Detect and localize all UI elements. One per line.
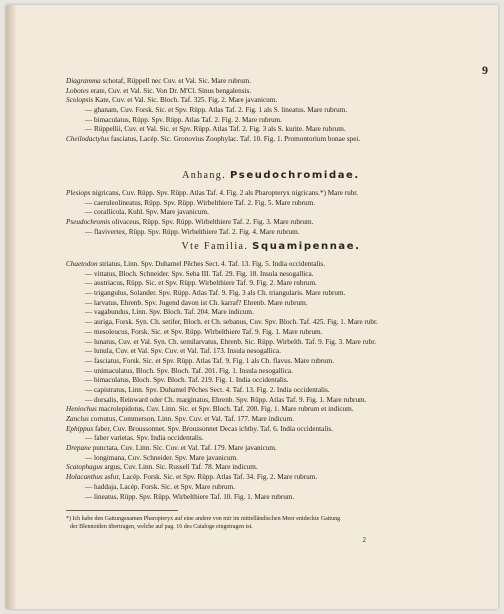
species-entry-text: vittatus, Bloch. Schneider. Spv. Seba III. Taf. 29. Fig. 18. Insula nesogallica. (92, 269, 314, 278)
list-item (66, 357, 476, 367)
genus-name: Chaetodon (66, 260, 98, 268)
species-entry-text: argus, Cuv. Linn. Sic. Russell Taf. 78. Mare indicum. (102, 463, 258, 472)
species-entry-text: vagabundus, Linn. Spv. Bloch. Taf. 204. Mare indicum. (92, 308, 254, 317)
ditto-dash: — (85, 115, 93, 124)
ditto-dash: — (85, 227, 93, 236)
ditto-dash: — (85, 366, 93, 375)
species-entry-text: lunula, Cuv. et Val. Spv. Cuv. et Val. Taf. 173. Insula nesogallica. (92, 347, 281, 356)
list-item (66, 106, 476, 116)
ditto-dash: — (85, 289, 93, 298)
list-item (66, 125, 476, 135)
list-item (66, 199, 476, 209)
genus-name: Zanclus (66, 415, 89, 423)
species-entry-text: schotaf, Rüppell nec Cuv. et Val. Sic. Mare rubrum. (100, 77, 252, 85)
genus-name: Drepane (66, 444, 91, 453)
species-entry-text: fasciatus, Lacép. Sic. Gronovius Zoophylac. Taf. 10. Fig. 1. Promontorium bonae spei. (109, 135, 361, 144)
species-entry-text: macrolepidotus, Cuv. Linn. Sic. et Spv. Bloch. Taf. 200. Fig. 1. Mare rubrum et indicum. (96, 405, 354, 414)
ditto-dash: — (85, 279, 93, 288)
page-gutter (6, 5, 16, 609)
species-entry-text: bimaculatus, Rüpp. Spv. Rüpp. Atlas Taf. 2. Fig. 2. Mare rubrum. (92, 115, 282, 124)
genus-name: Pseudochromis (66, 218, 111, 227)
species-entry-text: bimaculatus, Bloch. Spv. Bloch. Taf. 219. Fig. 1. India occidentalis. (92, 376, 289, 385)
list-item (66, 308, 476, 318)
species-entry-text: punctata, Cuv. Linn. Sic. Cuv. et Val. Taf. 179. Mare javanicum. (90, 444, 277, 453)
heading-prefix: Anhang. (182, 170, 227, 181)
species-entry-text: ghanam, Cuv. Forsk. Sic. et Spv. Rüpp. Atlas Taf. 2. Fig. 1 als S. lineatus. Mare rubrum. (92, 106, 348, 115)
ditto-dash: — (85, 376, 93, 385)
list-item (66, 218, 476, 228)
species-entry-text: nigricans, Cuv. Rüpp. Spv. Rüpp. Atlas Taf. 4. Fig. 2 als Pharopteryx nigricans.*) Mare rubr. (90, 189, 359, 197)
species-entry-text: unimaculatus, Bloch. Spv. Bloch. Taf. 201. Fig. 1. Insula nesogallica. (92, 366, 293, 375)
footnote (66, 515, 481, 532)
list-item (66, 386, 476, 396)
list-item (66, 347, 476, 357)
genus-name: Scatophagus (66, 463, 103, 472)
species-entry-text: capistratus, Linn. Spv. Duhamel Pêches Sect. 4. Taf. 13. Fig. 2. India occidentalis. (92, 385, 330, 394)
species-entry-text: trigangulus, Solander. Spv. Rüpp. Atlas Taf. 9. Fig. 3 als Ch. triangularis. Mare rubrum. (92, 289, 346, 298)
list-item (66, 396, 476, 406)
list-item (66, 338, 476, 348)
ditto-dash: — (85, 298, 93, 307)
page-number: 9 (482, 63, 488, 77)
species-list-section-3 (66, 260, 476, 502)
footnote-line-2: der Blennoiden übertragen, welche auf pag. 16 des Cataloge eingetragen ist. (70, 524, 253, 531)
species-entry-text: asfur, Lacép. Forsk. Sic. et Spv. Rüpp. Atlas Taf. 34. Fig. 2. Mare rubrum. (102, 473, 318, 482)
list-item (66, 87, 476, 97)
species-entry-text: larvatus, Ehrenb. Spv. Jugend davon ist Ch. karraf? Ehrenb. Mare rubrum. (92, 298, 308, 307)
species-entry-text: fasciatus, Forsk. Sic. et Spv. Rüpp. Atlas Taf. 9. Fig. 1 als Ch. flavus. Mare rubrum. (92, 356, 335, 365)
heading-title: Squamipennae. (252, 241, 361, 252)
list-item (66, 318, 476, 328)
species-entry-text: olivaceus, Rüpp. Spv. Rüpp. Wirbelthiere Taf. 2. Fig. 3. Mare rubrum. (110, 218, 314, 227)
list-item (66, 96, 476, 106)
list-item (66, 454, 476, 464)
species-entry-text: longimana, Cuv. Schneider. Spv. Mare javanicum. (92, 453, 238, 462)
species-entry-text: cornutus, Commerson, Linn. Spv. Cuv. et Val. Taf. 177. Mare indicum. (88, 415, 294, 423)
genus-name: Plesiops (66, 189, 91, 197)
ditto-dash: — (85, 434, 93, 443)
genus-name: Lobotes (66, 86, 89, 95)
signature-mark: 2 (362, 536, 366, 544)
species-entry-text: auriga, Forsk. Syn. Ch. setifer, Bloch. et Ch. sebanus, Cuv. Spv. Bloch. Taf. 425. Fig. 1. Mare rubr. (92, 318, 378, 327)
footnote-rule (66, 510, 178, 511)
list-item (66, 463, 476, 473)
ditto-dash: — (85, 308, 93, 317)
list-item (66, 270, 476, 280)
species-list-section-2 (66, 189, 476, 237)
species-entry-text: Kate, Cuv. et Val. Sic. Bloch. Taf. 325. Fig. 2. Mare javanicum. (93, 96, 278, 105)
genus-name: Ephippus (66, 424, 94, 433)
species-entry-text: faber varietas. Spv. India occidentalis. (92, 434, 204, 443)
list-item (66, 189, 476, 199)
footnote-line-1: *) Ich habe den Gattungsnamen Pharopteryx auf eine andere von mir im mittelländischen Meer entdeckte Gattung (66, 516, 341, 522)
document-page (6, 5, 498, 609)
list-item (66, 279, 476, 289)
genus-name: Holacanthus (66, 473, 103, 482)
ditto-dash: — (85, 482, 93, 491)
genus-name: Diagramma (66, 77, 101, 85)
genus-name: Scolopsis (66, 96, 94, 105)
heading-title: Pseudochromidae. (230, 170, 360, 181)
list-item (66, 135, 476, 145)
species-entry-text: Rüppellii, Cuv. et Val. Sic. et Spv. Rüpp. Atlas Taf. 2. Fig. 3 als S. kurite. Mare rubrum. (92, 125, 346, 134)
list-item (66, 367, 476, 377)
list-item (66, 493, 476, 503)
heading-prefix: Vte Familia. (181, 241, 249, 252)
ditto-dash: — (85, 106, 93, 115)
ditto-dash: — (85, 125, 93, 134)
species-entry-text: striatus, Linn. Spv. Duhamel Pêches Sect. 4. Taf. 13. Fig. 5. India occidentalis. (97, 260, 326, 268)
list-item (66, 116, 476, 126)
ditto-dash: — (85, 208, 93, 217)
ditto-dash: — (85, 347, 93, 356)
ditto-dash: — (85, 385, 93, 394)
species-entry-text: dorsalis, Reinward oder Ch. marginatus, Ehrenb. Spv. Rüpp. Atlas Taf. 9. Fig. 1. Mare rubrum. (92, 395, 367, 404)
species-entry-text: lineatus, Rüpp. Spv. Rüpp. Wirbelthiere Taf. 10. Fig. 1. Mare rubrum. (92, 492, 295, 501)
genus-name: Cheilodactylus (66, 135, 110, 144)
species-entry-text: caeruleolineatus, Rüpp. Spv. Rüpp. Wirbelthiere Taf. 2. Fig. 5. Mare rubrum. (92, 198, 316, 207)
species-entry-text: haddaja, Lacép. Forsk. Sic. et Spv. Mare rubrum. (92, 482, 236, 491)
list-item (66, 299, 476, 309)
list-item (66, 415, 476, 425)
ditto-dash: — (85, 337, 93, 346)
list-item (66, 376, 476, 386)
species-list-section-1 (66, 77, 476, 145)
list-item (66, 434, 476, 444)
ditto-dash: — (85, 492, 93, 501)
list-item (66, 289, 476, 299)
ditto-dash: — (85, 453, 93, 462)
ditto-dash: — (85, 356, 93, 365)
ditto-dash: — (85, 327, 93, 336)
list-item (66, 425, 476, 435)
ditto-dash: — (85, 198, 93, 207)
species-entry-text: flavivertex, Rüpp. Spv. Rüpp. Wirbelthiere Taf. 2. Fig. 4. Mare rubrum. (92, 227, 300, 236)
list-item (66, 208, 476, 218)
heading-pseudochromidae (66, 170, 476, 181)
species-entry-text: mesoleucus, Forsk. Sic. et Spv. Rüpp. Wirbelthiere Taf. 9. Fig. 1. Mare rubrum. (92, 327, 323, 336)
list-item (66, 405, 476, 415)
species-entry-text: corallicola, Kuhl. Spv. Mare javanicum. (92, 208, 209, 217)
list-item (66, 444, 476, 454)
genus-name: Heniochus (66, 405, 97, 414)
heading-squamipennae (66, 241, 476, 252)
species-entry-text: erate, Cuv. et Val. Sic. Von Dr. M'Cl. Sinus bengalensis. (88, 86, 252, 95)
species-entry-text: lunatus, Cuv. et Val. Syn. Ch. semilarvatus, Ehrenb. Sic. Rüpp. Wirbelth. Taf. 9. Fig. 3. Mare rubr. (92, 337, 377, 346)
ditto-dash: — (85, 318, 93, 327)
list-item (66, 328, 476, 338)
list-item (66, 228, 476, 238)
species-entry-text: austriacus, Rüpp. Sic. et Spv. Rüpp. Wirbelthiere Taf. 9. Fig. 2. Mare rubrum. (92, 279, 317, 288)
ditto-dash: — (85, 395, 93, 404)
species-entry-text: faber, Cuv. Broussonnet. Spv. Broussonnet Decas ichthy. Taf. 6. India occidentalis. (93, 424, 333, 433)
list-item (66, 473, 476, 483)
list-item (66, 77, 476, 87)
list-item (66, 483, 476, 493)
ditto-dash: — (85, 269, 93, 278)
list-item (66, 260, 476, 270)
